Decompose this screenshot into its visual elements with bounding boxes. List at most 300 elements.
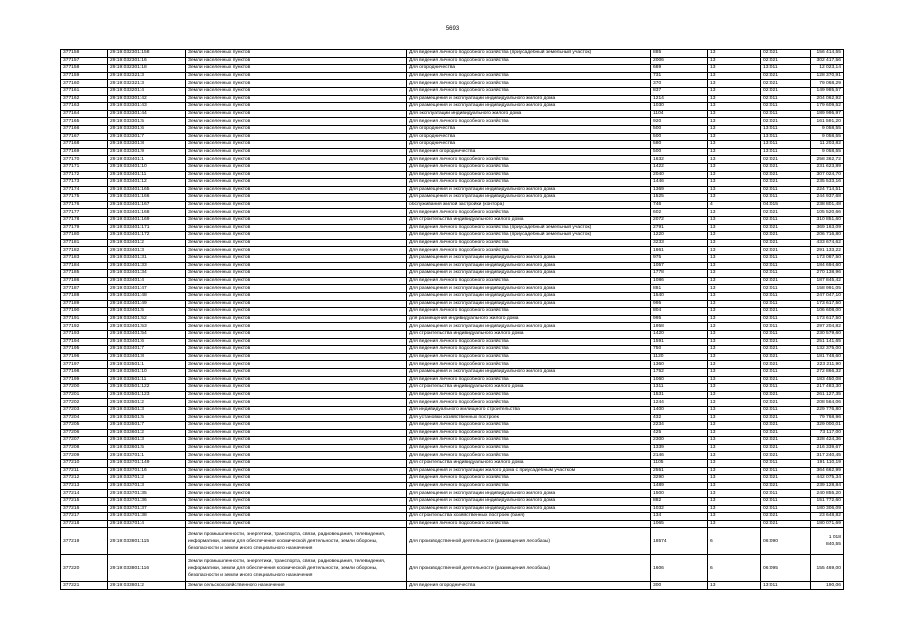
group-code-cell: 13 (708, 125, 761, 133)
permitted-use-cell: Для ведения личного подсобного хозяйства (407, 399, 651, 407)
vri-code-cell: 02:021 (761, 156, 811, 164)
land-category-cell: Земли населенных пунктов (186, 513, 407, 521)
row-number-cell: 377175 (61, 194, 108, 202)
land-category-cell: Земли населенных пунктов (186, 262, 407, 270)
table-row (61, 72, 844, 80)
area-cell: 995 (651, 315, 708, 323)
vri-code-cell: 02:021 (761, 346, 811, 354)
land-category-cell: Земли населенных пунктов (186, 338, 407, 346)
area-cell: 995 (651, 300, 708, 308)
land-category-cell: Земли населенных пунктов (186, 270, 407, 278)
group-code-cell: 13 (708, 520, 761, 528)
land-category-cell: Земли населенных пунктов (186, 110, 407, 118)
group-code-cell: 13 (708, 376, 761, 384)
area-cell: 885 (651, 50, 708, 58)
area-cell: 1057 (651, 262, 708, 270)
row-number-cell: 377210 (61, 460, 108, 468)
group-code-cell: 13 (708, 429, 761, 437)
group-code-cell: 13 (708, 224, 761, 232)
permitted-use-cell: обслуживания жилой застройки (контора) (407, 201, 651, 209)
permitted-use-cell: Для строительства хозяйственных построек (баня) (407, 513, 651, 521)
area-cell: 920 (651, 118, 708, 126)
cadastral-number-cell: 29:19:033301:43 (108, 103, 186, 111)
cadastral-number-cell: 29:19:033201:4 (108, 87, 186, 95)
permitted-use-cell: Для ведения личного подсобного хозяйства (407, 209, 651, 217)
area-cell: 500 (651, 125, 708, 133)
vri-code-cell: 02:011 (761, 255, 811, 263)
permitted-use-cell: Для ведения личного подсобного хозяйства (407, 482, 651, 490)
row-number-cell: 377215 (61, 498, 108, 506)
table-row (61, 171, 844, 179)
land-category-cell: Земли сельскохозяйственного назначения (186, 582, 407, 590)
row-number-cell: 377201 (61, 391, 108, 399)
group-code-cell: 13 (708, 422, 761, 430)
cadastral-number-cell: 29:19:033501:2 (108, 399, 186, 407)
table-row (61, 330, 844, 338)
vri-code-cell: 02:021 (761, 87, 811, 95)
cadastral-value-cell: 302 417,56 (811, 57, 844, 65)
cadastral-number-cell: 29:19:033301:9 (108, 148, 186, 156)
cadastral-number-cell: 29:19:033401:7 (108, 346, 186, 354)
cadastral-value-cell: 442 075,34 (811, 475, 844, 483)
permitted-use-cell: Для индивидуального жилищного строительства (407, 406, 651, 414)
table-row (61, 125, 844, 133)
area-cell: 1060 (651, 376, 708, 384)
row-number-cell: 377157 (61, 57, 108, 65)
land-category-cell: Земли населенных пунктов (186, 171, 407, 179)
row-number-cell: 377208 (61, 444, 108, 452)
table-row (61, 270, 844, 278)
row-number-cell: 377198 (61, 368, 108, 376)
group-code-cell: 13 (708, 133, 761, 141)
group-code-cell: 6 (708, 528, 761, 555)
group-code-cell: 13 (708, 57, 761, 65)
table-row (61, 133, 844, 141)
group-code-cell: 13 (708, 270, 761, 278)
table-row (61, 141, 844, 149)
row-number-cell: 377202 (61, 399, 108, 407)
row-number-cell: 377217 (61, 513, 108, 521)
cadastral-number-cell: 29:19:033701:3 (108, 482, 186, 490)
cadastral-value-cell: 9 058,55 (811, 125, 844, 133)
row-number-cell: 377158 (61, 65, 108, 73)
area-cell: 1591 (651, 338, 708, 346)
row-number-cell: 377166 (61, 125, 108, 133)
cadastral-number-cell: 29:19:033501:10 (108, 368, 186, 376)
area-cell: 2234 (651, 422, 708, 430)
cadastral-number-cell: 29:19:033401:52 (108, 315, 186, 323)
vri-code-cell: 13:011 (761, 141, 811, 149)
cadastral-value-cell: 156 414,55 (811, 50, 844, 58)
cadastral-number-cell: 29:19:033701:35 (108, 490, 186, 498)
cadastral-value-cell: 251 141,65 (811, 338, 844, 346)
vri-code-cell: 02:021 (761, 520, 811, 528)
group-code-cell: 13 (708, 315, 761, 323)
land-category-cell: Земли населенных пунктов (186, 460, 407, 468)
land-category-cell: Земли населенных пунктов (186, 194, 407, 202)
permitted-use-cell: Для ведения личного подсобного хозяйства (407, 163, 651, 171)
cadastral-number-cell: 29:19:033401:4 (108, 277, 186, 285)
table-row (61, 399, 844, 407)
permitted-use-cell: Для ведения личного подсобного хозяйства (приусадебный земельный участок) (407, 50, 651, 58)
row-number-cell: 377216 (61, 505, 108, 513)
row-number-cell: 377184 (61, 262, 108, 270)
cadastral-number-cell: 29:19:033701:4 (108, 520, 186, 528)
cadastral-number-cell: 29:19:033601:3 (108, 437, 186, 445)
vri-code-cell: 06:090 (761, 528, 811, 555)
cadastral-value-cell: 433 674,62 (811, 239, 844, 247)
land-category-cell: Земли населенных пунктов (186, 452, 407, 460)
land-category-cell: Земли населенных пунктов (186, 505, 407, 513)
permitted-use-cell: Для ведения личного подсобного хозяйства (407, 80, 651, 88)
land-category-cell: Земли населенных пунктов (186, 95, 407, 103)
table-row (61, 315, 844, 323)
area-cell: 1065 (651, 520, 708, 528)
row-number-cell: 377167 (61, 133, 108, 141)
land-category-cell: Земли населенных пунктов (186, 125, 407, 133)
vri-code-cell: 02:011 (761, 490, 811, 498)
permitted-use-cell: Для огородничества (407, 65, 651, 73)
table-row (61, 179, 844, 187)
table-row (61, 338, 844, 346)
vri-code-cell: 02:021 (761, 163, 811, 171)
area-cell: 1369 (651, 186, 708, 194)
cadastral-number-cell: 29:19:033301:6 (108, 125, 186, 133)
permitted-use-cell: Для ведения огородничества (407, 148, 651, 156)
cadastral-number-cell: 29:19:033401:165 (108, 186, 186, 194)
group-code-cell: 13 (708, 247, 761, 255)
land-category-cell: Земли населенных пунктов (186, 384, 407, 392)
vri-code-cell: 02:021 (761, 391, 811, 399)
row-number-cell: 377207 (61, 437, 108, 445)
group-code-cell: 13 (708, 513, 761, 521)
area-cell: 731 (651, 72, 708, 80)
area-cell: 1531 (651, 391, 708, 399)
permitted-use-cell: Для ведения личного подсобного хозяйства (407, 338, 651, 346)
cadastral-number-cell: 29:19:033501:7 (108, 422, 186, 430)
land-category-cell: Земли населенных пунктов (186, 467, 407, 475)
area-cell: 1489 (651, 482, 708, 490)
land-category-cell: Земли населенных пунктов (186, 414, 407, 422)
vri-code-cell: 13:011 (761, 65, 811, 73)
table-row (61, 255, 844, 263)
permitted-use-cell: Для размещения и эксплуатации индивидуального жилого дома (407, 285, 651, 293)
permitted-use-cell: Для размещения и эксплуатации индивидуального жилого дома (407, 255, 651, 263)
cadastral-value-cell: 128 370,91 (811, 72, 844, 80)
row-number-cell: 377164 (61, 110, 108, 118)
permitted-use-cell: Для ведения личного подсобного хозяйства (407, 475, 651, 483)
table-row (61, 194, 844, 202)
cadastral-number-cell: 29:19:032321:3 (108, 72, 186, 80)
area-cell: 2300 (651, 437, 708, 445)
permitted-use-cell: Для огородничества (407, 141, 651, 149)
permitted-use-cell: Для размещения и эксплуатации индивидуального жилого дома (407, 498, 651, 506)
table-row (61, 308, 844, 316)
vri-code-cell: 02:011 (761, 217, 811, 225)
area-cell: 2791 (651, 224, 708, 232)
table-row (61, 95, 844, 103)
permitted-use-cell: Для ведения личного подсобного хозяйства (407, 437, 651, 445)
land-category-cell: Земли населенных пунктов (186, 247, 407, 255)
vri-code-cell: 02:011 (761, 95, 811, 103)
cadastral-number-cell: 29:19:033301:42 (108, 95, 186, 103)
table-row (61, 186, 844, 194)
vri-code-cell: 02:021 (761, 361, 811, 369)
row-number-cell: 377179 (61, 224, 108, 232)
cadastral-value-cell: 244 937,68 (811, 194, 844, 202)
cadastral-number-cell: 29:19:033501:122 (108, 384, 186, 392)
table-row (61, 520, 844, 528)
cadastral-number-cell: 29:19:033701:2 (108, 475, 186, 483)
cadastral-number-cell: 29:19:033701:36 (108, 498, 186, 506)
area-cell: 1632 (651, 156, 708, 164)
row-number-cell: 377173 (61, 179, 108, 187)
table-row (61, 384, 844, 392)
row-number-cell: 377170 (61, 156, 108, 164)
table-row (61, 475, 844, 483)
area-cell: 1861 (651, 247, 708, 255)
vri-code-cell: 02:011 (761, 300, 811, 308)
cadastral-value-cell: 329 000,01 (811, 422, 844, 430)
row-number-cell: 377177 (61, 209, 108, 217)
cadastral-value-cell: 180 306,09 (811, 505, 844, 513)
land-category-cell: Земли населенных пунктов (186, 141, 407, 149)
group-code-cell: 13 (708, 467, 761, 475)
group-code-cell: 13 (708, 186, 761, 194)
row-number-cell: 377219 (61, 528, 108, 555)
permitted-use-cell: Для размещения и эксплуатации индивидуального жилого дома (407, 505, 651, 513)
permitted-use-cell: Для эксплуатации индивидуального жилого дома (407, 110, 651, 118)
cadastral-value-cell: 9 058,55 (811, 133, 844, 141)
row-number-cell: 377182 (61, 247, 108, 255)
table-row (61, 80, 844, 88)
area-cell: 1360 (651, 361, 708, 369)
vri-code-cell: 02:011 (761, 194, 811, 202)
group-code-cell: 13 (708, 338, 761, 346)
cadastral-number-cell: 29:19:033701:149 (108, 460, 186, 468)
vri-code-cell: 13:011 (761, 125, 811, 133)
cadastral-number-cell: 29:19:033401:167 (108, 201, 186, 209)
cadastral-value-cell: 307 024,70 (811, 171, 844, 179)
land-category-cell: Земли населенных пунктов (186, 315, 407, 323)
cadastral-number-cell: 29:19:033801:115 (108, 528, 186, 555)
land-category-cell: Земли населенных пунктов (186, 422, 407, 430)
area-cell: 750 (651, 346, 708, 354)
group-code-cell: 13 (708, 232, 761, 240)
table-row (61, 201, 844, 209)
cadastral-number-cell: 29:19:033401:6 (108, 338, 186, 346)
permitted-use-cell: Для ведения личного подсобного хозяйства (407, 171, 651, 179)
permitted-use-cell: Для ведения личного подсобного хозяйства (407, 179, 651, 187)
land-category-cell: Земли населенных пунктов (186, 255, 407, 263)
cadastral-value-cell: 189 995,97 (811, 110, 844, 118)
group-code-cell: 13 (708, 285, 761, 293)
land-category-cell: Земли населенных пунктов (186, 330, 407, 338)
row-number-cell: 377165 (61, 118, 108, 126)
cadastral-value-cell: 187 845,42 (811, 277, 844, 285)
area-cell: 689 (651, 65, 708, 73)
cadastral-value-cell: 11 203,82 (811, 141, 844, 149)
cadastral-number-cell: 29:19:033501:5 (108, 414, 186, 422)
area-cell: 1339 (651, 444, 708, 452)
row-number-cell: 377162 (61, 95, 108, 103)
permitted-use-cell: Для размещения и эксплуатации индивидуального жилого дома (407, 293, 651, 301)
cadastral-value-cell: 79 068,29 (811, 80, 844, 88)
table-row (61, 277, 844, 285)
vri-code-cell: 06:095 (761, 555, 811, 582)
permitted-use-cell: Для ведения личного подсобного хозяйства (407, 346, 651, 354)
table-row (61, 224, 844, 232)
land-category-cell: Земли населенных пунктов (186, 179, 407, 187)
permitted-use-cell: Для ведения личного подсобного хозяйства (407, 391, 651, 399)
group-code-cell: 13 (708, 87, 761, 95)
row-number-cell: 377203 (61, 406, 108, 414)
cadastral-value-cell: 179 609,52 (811, 103, 844, 111)
cadastral-value-cell: 191 110,19 (811, 460, 844, 468)
vri-code-cell: 02:011 (761, 293, 811, 301)
land-category-cell: Земли населенных пунктов (186, 399, 407, 407)
area-cell: 18574 (651, 528, 708, 555)
table-row (61, 110, 844, 118)
cadastral-number-cell: 29:19:033401:10 (108, 163, 186, 171)
area-cell: 1244 (651, 399, 708, 407)
permitted-use-cell: Для ведения личного подсобного хозяйства (407, 118, 651, 126)
permitted-use-cell: Для размещения и эксплуатации индивидуального жилого дома (407, 262, 651, 270)
area-cell: 2072 (651, 217, 708, 225)
land-category-cell: Земли промышленности, энергетики, транспорта, связи, радиовещания, телевидения, информатики, земли для обеспечения космической деятельности, земли обороны, безопасности и земли иного специального назначения (186, 528, 407, 555)
vri-code-cell: 02:011 (761, 368, 811, 376)
group-code-cell: 13 (708, 171, 761, 179)
land-category-cell: Земли населенных пунктов (186, 437, 407, 445)
permitted-use-cell: Для размещения и эксплуатации индивидуального жилого дома (407, 186, 651, 194)
cadastral-number-cell: 29:19:033301:5 (108, 118, 186, 126)
table-row (61, 406, 844, 414)
cadastral-value-cell: 79 768,96 (811, 414, 844, 422)
area-cell: 1606 (651, 555, 708, 582)
table-row (61, 87, 844, 95)
group-code-cell: 13 (708, 490, 761, 498)
cadastral-number-cell: 29:19:033401:53 (108, 323, 186, 331)
land-category-cell: Земли населенных пунктов (186, 57, 407, 65)
vri-code-cell: 02:011 (761, 315, 811, 323)
row-number-cell: 377218 (61, 520, 108, 528)
cadastral-value-cell: 223 211,90 (811, 361, 844, 369)
permitted-use-cell: для размещения индивидуального жилого дома (407, 315, 651, 323)
cadastral-value-cell: 23 648,82 (811, 513, 844, 521)
cadastral-value-cell: 149 985,57 (811, 87, 844, 95)
area-cell: 1420 (651, 330, 708, 338)
cadastral-value-cell: 261 127,35 (811, 391, 844, 399)
permitted-use-cell: Для размещения и эксплуатации индивидуального жилого дома (407, 103, 651, 111)
group-code-cell: 13 (708, 80, 761, 88)
cadastral-value-cell: 173 617,50 (811, 300, 844, 308)
group-code-cell: 13 (708, 368, 761, 376)
permitted-use-cell: Для ведения личного подсобного хозяйства (407, 422, 651, 430)
group-code-cell: 13 (708, 95, 761, 103)
group-code-cell: 13 (708, 346, 761, 354)
vri-code-cell: 02:021 (761, 80, 811, 88)
group-code-cell: 13 (708, 262, 761, 270)
land-category-cell: Земли населенных пунктов (186, 239, 407, 247)
vri-code-cell: 02:021 (761, 277, 811, 285)
row-number-cell: 377214 (61, 490, 108, 498)
vri-code-cell: 02:021 (761, 429, 811, 437)
vri-code-cell: 02:021 (761, 118, 811, 126)
permitted-use-cell: Для строительства индивидуального жилого дома (407, 330, 651, 338)
table-row (61, 293, 844, 301)
permitted-use-cell: Для ведения личного подсобного хозяйства (приусадебный земельный участок) (407, 224, 651, 232)
vri-code-cell: 02:021 (761, 179, 811, 187)
land-category-cell: Земли промышленности, энергетики, транспорта, связи, радиовещания, телевидения, информатики, земли для обеспечения космической деятельности, земли обороны, безопасности и земли иного специального назначения (186, 555, 407, 582)
cadastral-number-cell: 29:19:033401:166 (108, 194, 186, 202)
area-cell: 1214 (651, 95, 708, 103)
group-code-cell: 13 (708, 452, 761, 460)
cadastral-number-cell: 29:19:033301:8 (108, 141, 186, 149)
table-row (61, 555, 844, 582)
table-row (61, 490, 844, 498)
area-cell: 432 (651, 414, 708, 422)
permitted-use-cell: Для ведения личного подсобного хозяйства (407, 361, 651, 369)
area-cell: 975 (651, 255, 708, 263)
land-category-cell: Земли населенных пунктов (186, 323, 407, 331)
permitted-use-cell: Для ведения личного подсобного хозяйства (407, 353, 651, 361)
land-category-cell: Земли населенных пунктов (186, 201, 407, 209)
area-cell: 370 (651, 80, 708, 88)
vri-code-cell: 02:011 (761, 285, 811, 293)
cadastral-value-cell: 1 018 840,55 (811, 528, 844, 555)
row-number-cell: 377209 (61, 452, 108, 460)
group-code-cell: 13 (708, 361, 761, 369)
vri-code-cell: 13:011 (761, 582, 811, 590)
row-number-cell: 377189 (61, 300, 108, 308)
cadastral-value-cell: 12 023,14 (811, 65, 844, 73)
row-number-cell: 377194 (61, 338, 108, 346)
cadastral-value-cell: 239 128,84 (811, 482, 844, 490)
permitted-use-cell: Для размещения и эксплуатации индивидуального жилого дома (407, 323, 651, 331)
row-number-cell: 377174 (61, 186, 108, 194)
land-category-cell: Земли населенных пунктов (186, 87, 407, 95)
table-row (61, 498, 844, 506)
cadastral-value-cell: 158 991,05 (811, 285, 844, 293)
area-cell: 804 (651, 308, 708, 316)
cadastral-value-cell: 206 716,80 (811, 232, 844, 240)
group-code-cell: 13 (708, 156, 761, 164)
cadastral-value-cell: 106 608,00 (811, 308, 844, 316)
table-row (61, 209, 844, 217)
land-category-cell: Земли населенных пунктов (186, 133, 407, 141)
group-code-cell: 13 (708, 179, 761, 187)
cadastral-number-cell: 29:19:032301:16 (108, 57, 186, 65)
cadastral-number-cell: 29:19:033401:34 (108, 270, 186, 278)
cadastral-value-cell: 180 071,69 (811, 520, 844, 528)
cadastral-number-cell: 29:19:033701:37 (108, 505, 186, 513)
land-category-cell: Земли населенных пунктов (186, 368, 407, 376)
group-code-cell: 13 (708, 460, 761, 468)
area-cell: 2040 (651, 171, 708, 179)
cadastral-value-cell: 132 375,00 (811, 346, 844, 354)
row-number-cell: 377158 (61, 50, 108, 58)
cadastral-value-cell: 190,06 (811, 582, 844, 590)
vri-code-cell: 02:011 (761, 460, 811, 468)
area-cell: 1540 (651, 293, 708, 301)
cadastral-value-cell: 204 062,92 (811, 95, 844, 103)
row-number-cell: 377211 (61, 467, 108, 475)
land-category-cell: Земли населенных пунктов (186, 232, 407, 240)
vri-code-cell: 02:021 (761, 437, 811, 445)
cadastral-number-cell: 29:19:032301:18 (108, 65, 186, 73)
area-cell: 500 (651, 133, 708, 141)
cadastral-value-cell: 184 694,60 (811, 262, 844, 270)
